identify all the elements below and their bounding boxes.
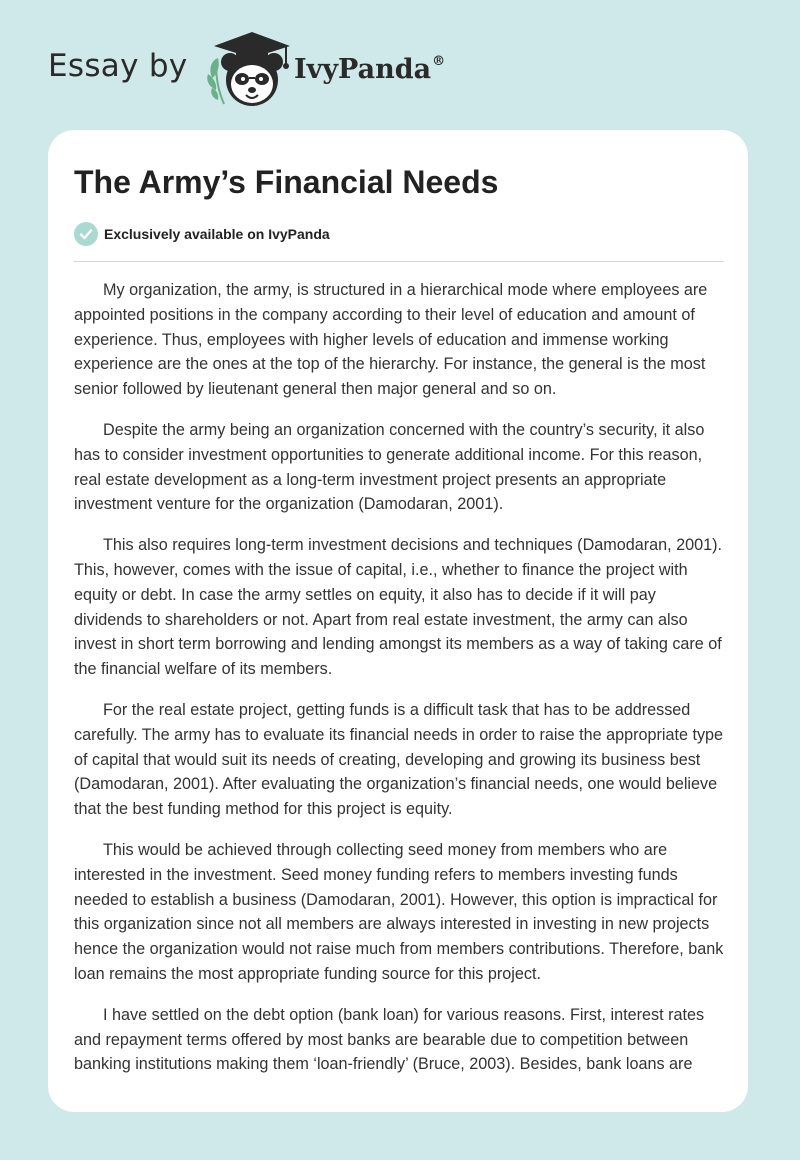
brand-name[interactable]: IvyPanda® xyxy=(294,54,446,85)
check-circle-icon xyxy=(74,222,98,246)
brand-prefix: Essay by xyxy=(48,48,188,84)
registered-mark: ® xyxy=(432,54,446,69)
essay-card xyxy=(48,130,748,1112)
essay-paragraph: My organization, the army, is structured in a hierarchical mode where employees are appointed positions in the company according to their level of education and amount of experience. Thus, employees with higher levels of education and immense working experience are the ones at the top of the hierarchy. For instance, the general is the most senior followed by lieutenant general then major general and so on. xyxy=(74,281,708,399)
panda-graduate-icon[interactable] xyxy=(202,28,294,110)
essay-paragraph: Despite the army being an organization concerned with the country’s security, it also has to consider investment opportunities to generate additional income. For this reason, real estate development as a long-term investment project presents an appropriate investment venture for the organization (Damodaran, 2001). xyxy=(74,420,705,514)
essay-paragraph: I have settled on the debt option (bank loan) for various reasons. First, interest rates and repayment terms offered by most banks are bearable due to competition between banking institutions making them ‘loan-friendly’ (Bruce, 2003). Besides, bank loans are xyxy=(74,1005,705,1074)
exclusive-badge xyxy=(74,222,330,246)
essay-title: The Army’s Financial Needs xyxy=(74,164,499,200)
site-header xyxy=(48,28,508,110)
essay-paragraph: This would be achieved through collecting seed money from members who are interested in the investment. Seed money funding refers to members investing funds needed to establish a business (Damodaran, 2001). However, this option is impractical for this organization since not all members are always interested in investing in new projects hence the organization would not raise much from members contributions. Therefore, bank loan remains the most appropriate funding source for this project. xyxy=(74,840,724,983)
essay-body xyxy=(74,278,726,1093)
essay-paragraph: This also requires long-term investment decisions and techniques (Damodaran, 2001). This, however, comes with the issue of capital, i.e., whether to finance the project with equity or debt. In case the army settles on equity, it also has to decide if it will pay dividends to shareholders or not. Apart from real estate investment, the army can also invest in short term borrowing and lending amongst its members as a way of taking care of the financial welfare of its members. xyxy=(74,536,723,679)
exclusive-badge-text: Exclusively available on IvyPanda xyxy=(104,226,330,242)
essay-paragraph: For the real estate project, getting funds is a difficult task that has to be addressed carefully. The army has to evaluate its financial needs in order to raise the appropriate type of capital that would suit its needs of creating, developing and growing its business best (Damodaran, 2001). After evaluating the organization’s financial needs, one would believe that the best funding method for this project is equity. xyxy=(74,700,724,819)
title-divider xyxy=(74,261,724,262)
